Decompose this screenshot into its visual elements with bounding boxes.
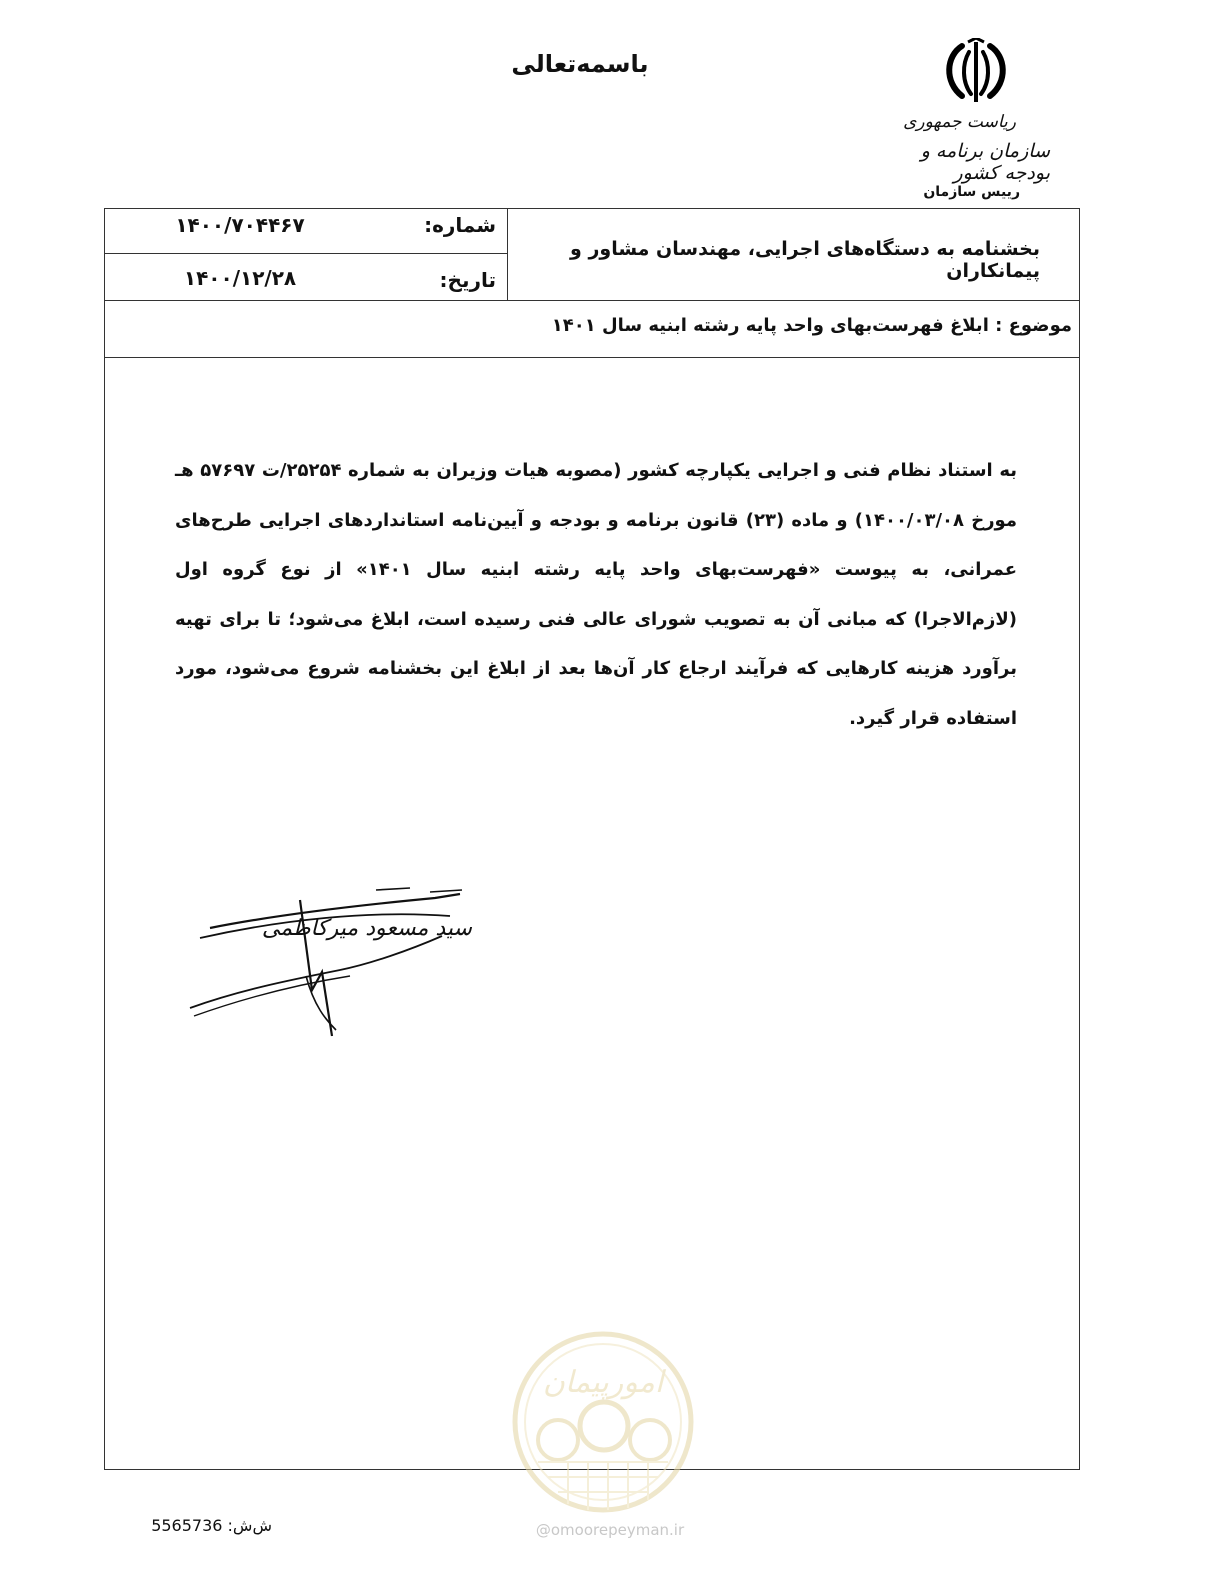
table-divider (104, 300, 1080, 301)
letter-body: به استناد نظام فنی و اجرایی یکپارچه کشور (مصوبه هیات وزیران به شماره ۲۵۲۵۴/ت ۵۷۶۹۷ هـ مورخ ۱۴۰۰/۰۳/۰۸) و ماده (۲۳) قانون برنامه و بودجه و آیین‌نامه استانداردهای اجرایی طرح‌های عمرانی، به پیوست «فهرست‌بهای واحد پایه رشته ابنیه سال ۱۴۰۱» از نوع گروه اول (لازم‌الاجرا) که مبانی آن به تصویب شورای عالی فنی رسیده است، ابلاغ می‌شود؛ تا برای تهیه برآورد هزینه کارهایی که فرآیند ارجاع کار آن‌ها بعد از ابلاغ این بخشنامه شروع می‌شود، مورد استفاده قرار گیرد. (175, 460, 1018, 729)
iran-emblem-icon (938, 38, 1014, 108)
signer-name: سید مسعود میرکاظمی (261, 916, 472, 941)
recipient-line: بخشنامه به دستگاه‌های اجرایی، مهندسان مشاور و پیمانکاران (570, 238, 1040, 282)
date-label: تاریخ: (439, 268, 496, 292)
watermark-seal (508, 1322, 698, 1522)
organization-name: سازمان برنامه و بودجه کشور (920, 140, 1050, 184)
office-title: رییس سازمان (923, 184, 1020, 200)
subject-line: موضوع : ابلاغ فهرست‌بهای واحد پایه رشته ابنیه سال ۱۴۰۱ (551, 315, 1072, 336)
table-divider (507, 208, 508, 300)
signature-scribble (180, 880, 480, 1045)
number-value: ۱۴۰۰/۷۰۴۴۶۷ (175, 213, 305, 237)
number-label: شماره: (424, 213, 496, 237)
watermark-text: امورپیمان (542, 1365, 664, 1400)
serial-number: ش‌ش: 5565736 (151, 1516, 272, 1535)
presidency-label: ریاست جمهوری (903, 112, 1016, 132)
table-divider (104, 357, 1080, 358)
watermark-url: @omoorepeyman.ir (535, 1521, 685, 1539)
letter-frame (104, 208, 1080, 1470)
date-value: ۱۴۰۰/۱۲/۲۸ (183, 266, 297, 290)
table-divider (104, 253, 507, 254)
basmala-heading: باسمه‌تعالی (511, 50, 649, 78)
